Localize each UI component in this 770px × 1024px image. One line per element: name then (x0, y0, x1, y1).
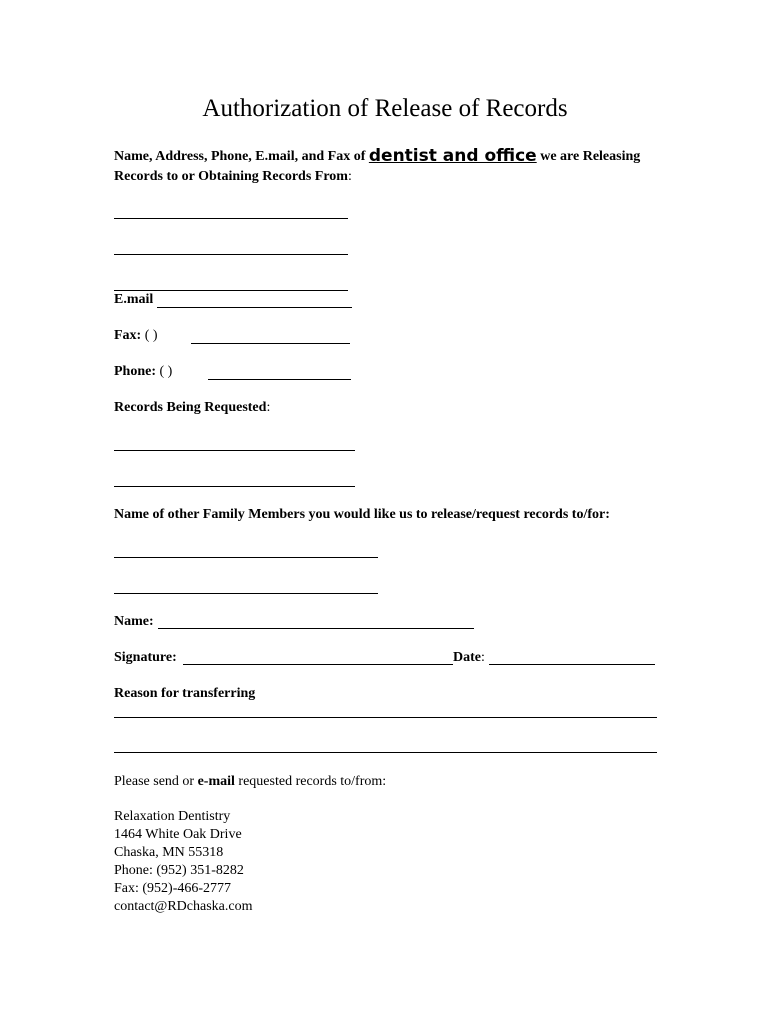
practice-email: contact@RDchaska.com (114, 899, 253, 914)
form-title: Authorization of Release of Records (202, 95, 568, 122)
reason-line-2[interactable] (114, 752, 657, 753)
records-line-2[interactable] (114, 486, 355, 487)
office-info-line-2[interactable] (114, 254, 348, 255)
family-members-label: Name of other Family Members you would like us to release/request records to/for: (114, 507, 610, 522)
fax-area-code: ( ) (144, 328, 158, 343)
fax-line[interactable] (191, 343, 350, 344)
practice-phone: Phone: (952) 351-8282 (114, 863, 244, 878)
send-instructions: Please send or e-mail requested records to/from: (114, 774, 387, 789)
intro-highlight: dentist and office (368, 146, 537, 166)
reason-label: Reason for transferring (114, 686, 256, 701)
intro-text-part2: we are Releasing (536, 149, 641, 164)
practice-name: Relaxation Dentistry (114, 809, 231, 824)
practice-fax: Fax: (952)-466-2777 (114, 881, 232, 896)
intro-colon: : (347, 169, 352, 184)
phone-area-code: ( ) (159, 364, 173, 379)
name-label: Name: (114, 614, 154, 629)
practice-street: 1464 White Oak Drive (114, 827, 242, 842)
fax-label: Fax: ( ) (114, 328, 158, 343)
practice-city: Chaska, MN 55318 (114, 845, 224, 860)
phone-line[interactable] (208, 379, 351, 380)
date-label: Date: (453, 650, 485, 665)
family-line-2[interactable] (114, 593, 378, 594)
practice-address-block (114, 808, 252, 916)
email-line[interactable] (157, 307, 352, 308)
signature-line[interactable] (183, 664, 453, 665)
records-requested-label: Records Being Requested: (114, 400, 271, 415)
records-line-1[interactable] (114, 450, 355, 451)
name-line[interactable] (158, 628, 474, 629)
intro-instructions (114, 146, 674, 187)
intro-text-part1: Name, Address, Phone, E.mail, and Fax of (114, 149, 369, 164)
phone-label: Phone: ( ) (114, 364, 173, 379)
send-email-emphasis: e-mail (197, 774, 235, 789)
office-info-line-1[interactable] (114, 218, 348, 219)
family-line-1[interactable] (114, 557, 378, 558)
date-line[interactable] (489, 664, 655, 665)
signature-label: Signature: (114, 650, 177, 665)
email-label: E.mail (114, 292, 154, 307)
reason-line-1[interactable] (114, 717, 657, 718)
intro-text-line2: Records to or Obtaining Records From (114, 169, 348, 184)
